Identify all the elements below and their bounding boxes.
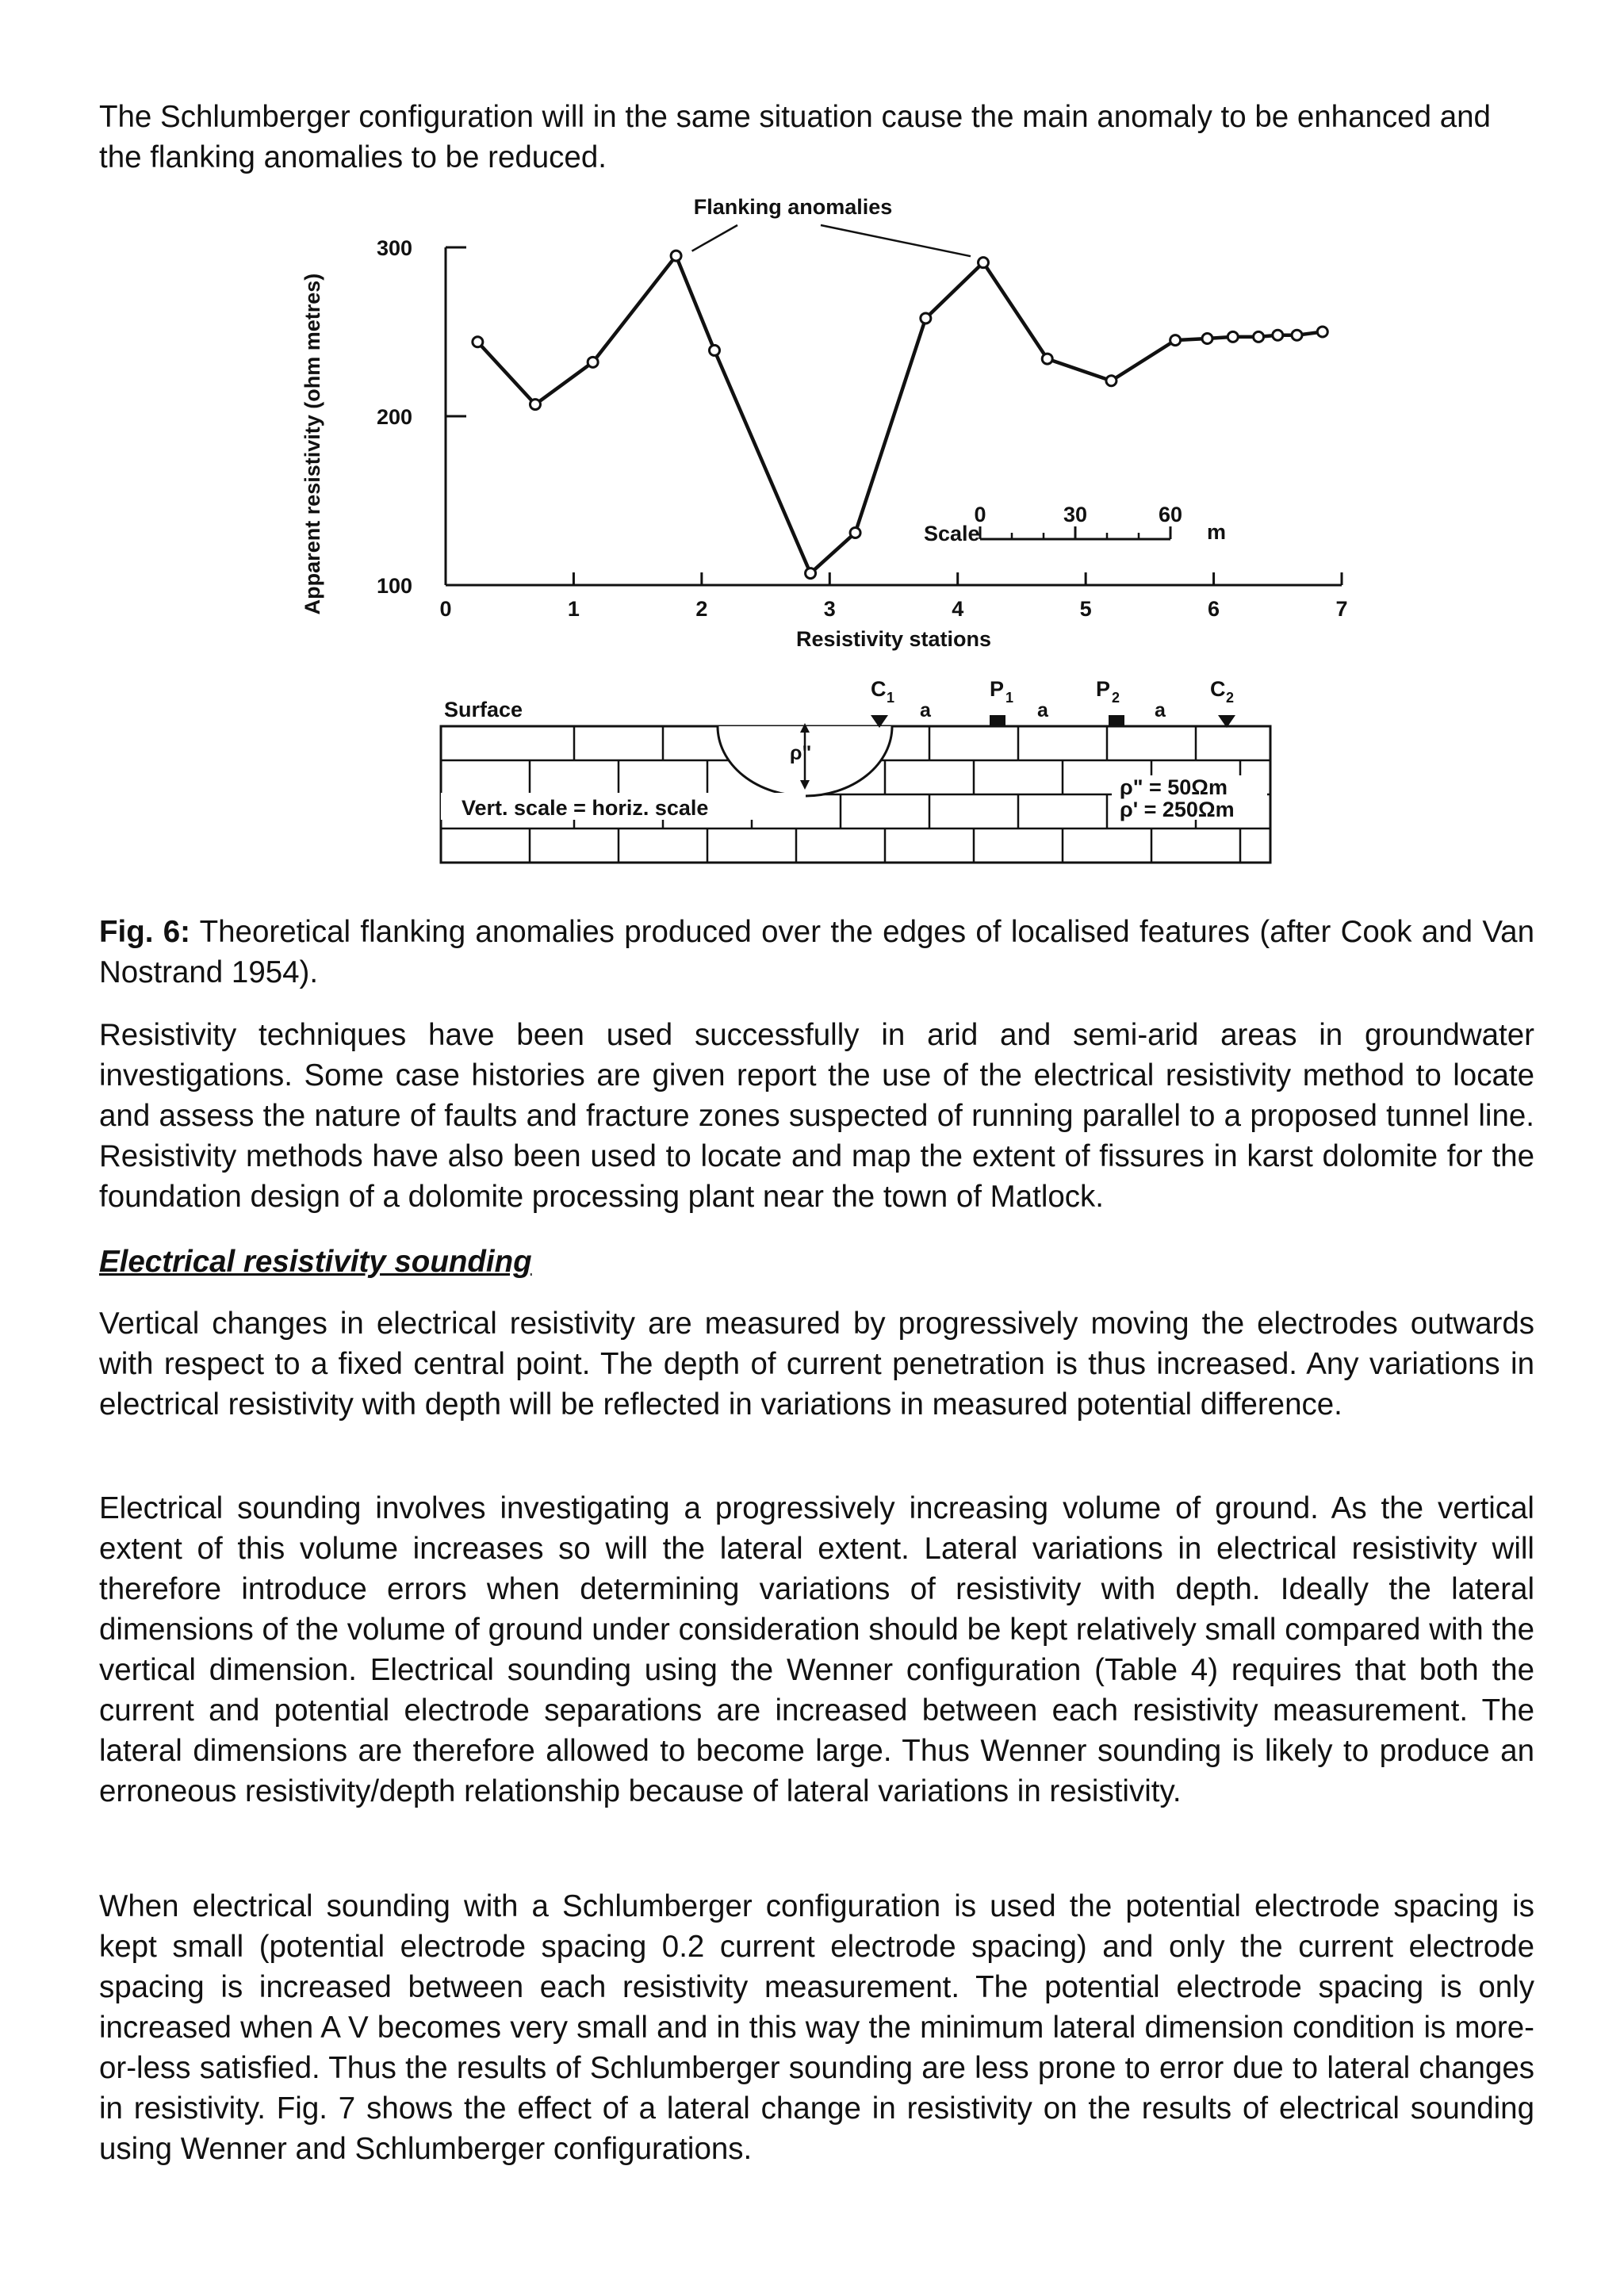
electrode-p1 <box>990 677 1013 726</box>
section-heading: Electrical resistivity sounding <box>99 1245 532 1279</box>
spacing-label: a <box>920 699 931 721</box>
figure-6-svg <box>262 190 1388 888</box>
electrode-c2 <box>1210 677 1235 728</box>
scale-bar <box>924 503 1226 545</box>
electrode-p2 <box>1096 677 1124 726</box>
y-tick-label: 300 <box>377 236 413 260</box>
data-point <box>671 251 681 261</box>
annotation-line-left <box>692 225 737 251</box>
data-point <box>710 345 720 355</box>
data-point <box>1273 330 1283 340</box>
x-axis-label: Resistivity stations <box>795 627 992 651</box>
caption-label: Fig. 6: <box>99 915 190 949</box>
data-point <box>806 568 816 579</box>
x-axis-ticks <box>439 572 1347 621</box>
paragraph-3: Electrical sounding involves investigating a progressively increasing volume of ground. As the vertical extent of this volume increases so will the lateral extent. Lateral variations in electrical resistivity will therefore introduce errors when determining variations of resistivity with depth. Ideally the lateral dimensions of the volume of ground under consideration should be kept relatively small compared with the vertical dimension. Electrical sounding using the Wenner configuration (Table 4) requires that both the current and potential electrode separations are increased between each resistivity measurement. The lateral dimensions are therefore allowed to become large. Thus Wenner sounding is likely to produce an erroneous resistivity/depth relationship because of lateral variations in resistivity. <box>99 1491 1534 1808</box>
scale-unit: m <box>1207 520 1227 544</box>
data-point <box>979 258 989 268</box>
electrode-label: P <box>1096 677 1111 701</box>
surface-label: Surface <box>444 698 523 721</box>
scale-tick-label: 0 <box>974 503 986 526</box>
series-points <box>473 251 1327 578</box>
x-tick-label: 4 <box>952 597 964 621</box>
data-point <box>1106 376 1116 386</box>
data-point <box>1254 331 1264 342</box>
data-point <box>850 527 860 538</box>
cross-section <box>441 677 1270 863</box>
scale-note: Vert. scale = horiz. scale <box>462 796 709 820</box>
data-point <box>1202 334 1212 344</box>
electrode-label: C <box>1210 677 1226 701</box>
data-point <box>1170 335 1181 346</box>
scale-label: Scale <box>924 522 980 545</box>
chart-title: Flanking anomalies <box>693 195 893 219</box>
series-line <box>477 256 1322 573</box>
x-tick-label: 7 <box>1335 597 1348 621</box>
electrode-subscript: 2 <box>1112 690 1120 706</box>
caption-text: Theoretical flanking anomalies produced over the edges of localised features (after Cook and Van Nostrand 1954). <box>99 915 1535 989</box>
figure-caption <box>99 912 1534 993</box>
figure-6 <box>262 190 1388 888</box>
data-point <box>1042 354 1052 364</box>
annotation-line-right <box>821 225 971 256</box>
electrode-label: P <box>990 677 1005 701</box>
legend-rho-single: ρ' = 250Ωm <box>1120 798 1235 821</box>
y-axis-ticks <box>377 236 466 598</box>
legend-rho-double: ρ" = 50Ωm <box>1120 775 1228 799</box>
paragraph-4: When electrical sounding with a Schlumberger configuration is used the potential electrode spacing is kept small (potential electrode spacing 0.2 current electrode spacing) and only the current electrode spacing is increased between each resistivity measurement. The potential electrode spacing is only increased when A V becomes very small and in this way the minimum lateral dimension condition is more-or-less satisfied. Thus the results of Schlumberger sounding are less prone to error due to lateral changes in resistivity. Fig. 7 shows the effect of a lateral change in resistivity on the results of electrical sounding using Wenner and Schlumberger configurations. <box>99 1889 1534 2166</box>
intro-paragraph: The Schlumberger configuration will in the same situation cause the main anomaly to be enhanced and the flanking anomalies to be reduced. <box>99 100 1491 174</box>
electrode-subscript: 1 <box>1005 690 1014 706</box>
paragraph-1: Resistivity techniques have been used successfully in arid and semi-arid areas in groundwater investigations. Some case histories are given report the use of the electrical resistivity method to locate and assess the nature of faults and fracture zones suspected of running parallel to a proposed tunnel line. Resistivity methods have also been used to locate and map the extent of fissures in karst dolomite for the foundation design of a dolomite processing plant near the town of Matlock. <box>99 1018 1534 1214</box>
data-point <box>1292 330 1302 340</box>
y-tick-label: 200 <box>377 405 413 429</box>
data-point <box>1317 327 1327 337</box>
y-axis-label: Apparent resistivity (ohm metres) <box>301 273 324 615</box>
data-point <box>588 357 598 367</box>
x-tick-label: 0 <box>439 597 452 621</box>
y-tick-label: 100 <box>377 574 413 598</box>
electrode-subscript: 1 <box>887 690 895 706</box>
electrode-p2-marker <box>1109 715 1124 726</box>
paragraph-2: Vertical changes in electrical resistivity are measured by progressively moving the electrodes outwards with respect to a fixed central point. The depth of current penetration is thus increased. Any variations in electrical resistivity with depth will be reflected in variations in measured potential difference. <box>99 1307 1534 1422</box>
data-point <box>473 337 483 347</box>
spacing-label: a <box>1037 699 1048 721</box>
electrode-c1 <box>871 677 894 728</box>
data-point <box>921 313 931 323</box>
rho-marker: ρ" <box>790 742 812 764</box>
data-point <box>530 400 541 410</box>
x-tick-label: 1 <box>567 597 580 621</box>
scale-tick-label: 30 <box>1063 503 1088 526</box>
electrode-subscript: 2 <box>1226 690 1235 706</box>
data-point <box>1228 331 1238 342</box>
electrode-p1-marker <box>990 715 1005 726</box>
x-tick-label: 5 <box>1079 597 1092 621</box>
x-tick-label: 6 <box>1208 597 1220 621</box>
electrode-label: C <box>871 677 887 701</box>
scale-tick-label: 60 <box>1158 503 1183 526</box>
spacing-label: a <box>1155 699 1166 721</box>
x-tick-label: 3 <box>823 597 836 621</box>
x-tick-label: 2 <box>695 597 708 621</box>
